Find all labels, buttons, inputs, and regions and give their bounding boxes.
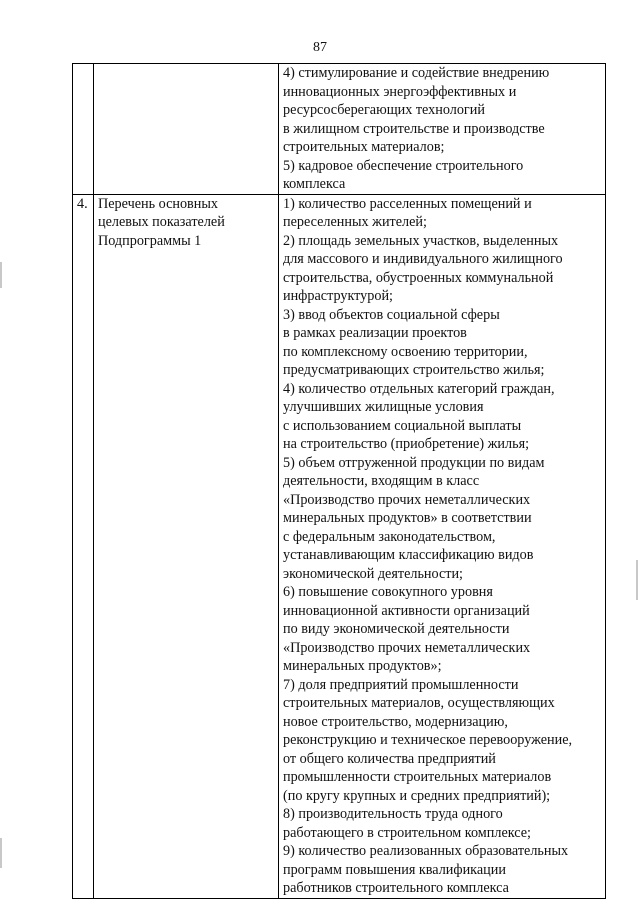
- row-number-cell: [73, 64, 94, 195]
- content-line: по виду экономической деятельности: [283, 621, 510, 637]
- content-line: промышленности строительных материалов: [283, 769, 552, 785]
- row-content-cell: [279, 194, 606, 898]
- content-line: реконструкцию и техническое перевооружение,: [283, 732, 573, 748]
- content-line: 5) объем отгруженной продукции по видам: [283, 454, 545, 471]
- content-line: ресурсосберегающих технологий: [283, 102, 485, 118]
- program-table: [72, 63, 606, 899]
- content-line: минеральных продуктов» в соответствии: [283, 510, 532, 526]
- content-line: работающего в строительном комплексе;: [283, 824, 531, 841]
- name-line: Перечень основных: [98, 195, 218, 212]
- content-line: 6) повышение совокупного уровня: [283, 584, 493, 600]
- content-line: улучшивших жилищные условия: [283, 399, 484, 415]
- content-line: 1) количество расселенных помещений и: [283, 195, 532, 212]
- scan-edge-mark: [0, 838, 2, 868]
- content-line: 5) кадровое обеспечение строительного: [283, 157, 524, 174]
- name-line: Подпрограммы 1: [98, 232, 202, 249]
- content-line: по комплексному освоению территории,: [283, 343, 528, 360]
- content-line: 4) стимулирование и содействие внедрению: [283, 65, 550, 81]
- row-content-cell: [279, 64, 606, 195]
- content-line: устанавливающим классификацию видов: [283, 547, 534, 563]
- table-row-continued: [73, 64, 606, 195]
- content-line: программ повышения квалификации: [283, 861, 506, 878]
- content-line: 3) ввод объектов социальной сферы: [283, 306, 500, 323]
- content-line: 9) количество реализованных образовательных: [283, 843, 569, 859]
- row-number-cell: 4.: [73, 194, 94, 898]
- content-line: 7) доля предприятий промышленности: [283, 676, 519, 693]
- content-line: строительства, обустроенных коммунальной: [283, 269, 554, 286]
- content-line: 4) количество отдельных категорий граждан,: [283, 380, 555, 397]
- content-line: деятельности, входящим в класс: [283, 473, 480, 489]
- content-line: «Производство прочих неметаллических: [283, 639, 531, 656]
- table-row-4: [73, 194, 606, 898]
- content-line: 8) производительность труда одного: [283, 806, 503, 822]
- content-line: от общего количества предприятий: [283, 750, 496, 767]
- content-line: минеральных продуктов»;: [283, 658, 442, 674]
- content-line: строительных материалов, осуществляющих: [283, 695, 555, 711]
- content-line: работников строительного комплекса: [283, 880, 509, 896]
- content-line: для массового и индивидуального жилищного: [283, 251, 563, 267]
- content-line: строительных материалов;: [283, 139, 445, 155]
- scan-edge-mark: [636, 560, 638, 600]
- content-line: комплекса: [283, 176, 346, 192]
- content-line: предусматривающих строительство жилья;: [283, 362, 545, 378]
- content-line: инновационной активности организаций: [283, 602, 530, 619]
- row-name-cell: [94, 64, 279, 195]
- content-line: «Производство прочих неметаллических: [283, 491, 531, 508]
- content-line: переселенных жителей;: [283, 214, 427, 230]
- scan-edge-mark: [0, 262, 2, 288]
- content-line: инфраструктурой;: [283, 288, 393, 304]
- content-line: в жилищном строительстве и производстве: [283, 120, 545, 137]
- content-line: экономической деятельности;: [283, 565, 463, 582]
- content-line: в рамках реализации проектов: [283, 325, 467, 341]
- content-line: с использованием социальной выплаты: [283, 417, 522, 434]
- content-line: (по кругу крупных и средних предприятий);: [283, 787, 551, 804]
- content-line: новое строительство, модернизацию,: [283, 713, 508, 730]
- name-line: целевых показателей: [98, 214, 225, 230]
- content-line: инновационных энергоэффективных и: [283, 83, 517, 100]
- page-number: 87: [313, 40, 327, 55]
- content-line: на строительство (приобретение) жилья;: [283, 436, 530, 452]
- content-line: с федеральным законодательством,: [283, 528, 496, 545]
- row-name-cell: [94, 194, 279, 898]
- content-line: 2) площадь земельных участков, выделенных: [283, 232, 559, 249]
